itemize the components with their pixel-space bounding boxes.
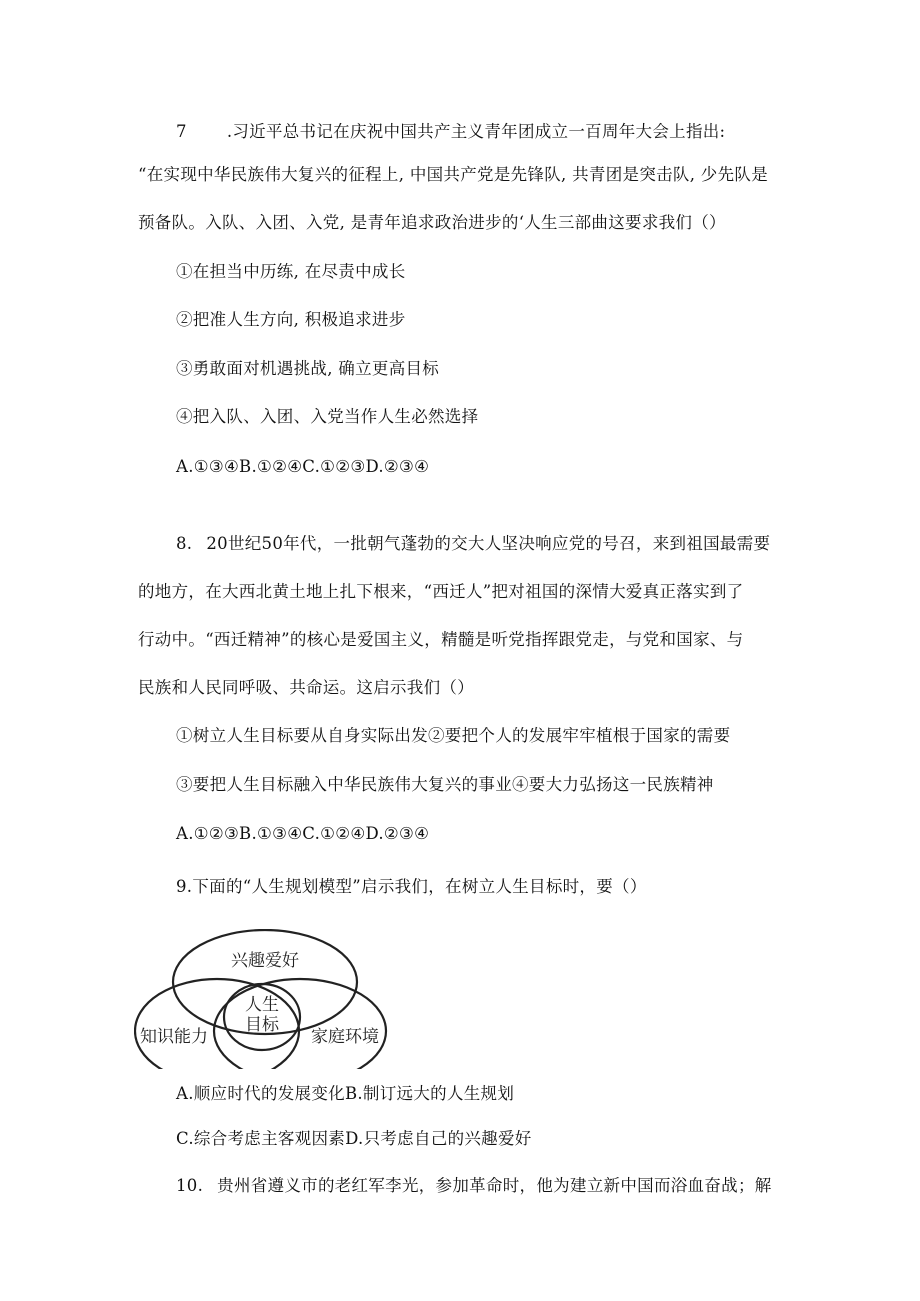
- venn-label-center-1: 人生: [245, 995, 279, 1015]
- venn-label-top: 兴趣爱好: [231, 951, 299, 971]
- venn-label-right: 家庭环境: [311, 1027, 379, 1047]
- venn-label-left: 知识能力: [140, 1027, 208, 1047]
- question-8-stem-2: 的地方，在大西北黄土地上扎下根来，“西迁人”把对祖国的深情大爱真正落实到了: [138, 582, 744, 601]
- question-8-stem-1: 20世纪50年代，一批朝气蓬勃的交大人坚决响应党的号召，来到祖国最需要: [206, 534, 771, 553]
- question-8-stem-4: 民族和人民同呼吸、共命运。这启示我们（）: [138, 678, 474, 697]
- question-7-option-3: ③勇敢面对机遇挑战, 确立更高目标: [176, 359, 440, 378]
- question-7-stem-2: “在实现中华民族伟大复兴的征程上, 中国共产党是先锋队, 共青团是突击队, 少先队是: [138, 165, 769, 184]
- question-7-option-1: ①在担当中历练, 在尽责中成长: [176, 262, 406, 281]
- question-8-options-2: ③要把人生目标融入中华民族伟大复兴的事业④要大力弘扬这一民族精神: [176, 775, 714, 794]
- question-7-line-1: [176, 118, 725, 142]
- question-9-answers-1: A.顺应时代的发展变化B.制订远大的人生规划: [176, 1084, 515, 1103]
- question-10-stem-1: 贵州省遵义市的老红军李光，参加革命时，他为建立新中国而浴血奋战；解: [217, 1176, 772, 1195]
- question-7-option-2: ②把准人生方向, 积极追求进步: [176, 310, 406, 329]
- question-8-options-1: ①树立人生目标要从自身实际出发②要把个人的发展牢牢植根于国家的需要: [176, 726, 731, 745]
- question-9-stem: 9.下面的“人生规划模型”启示我们，在树立人生目标时，要（）: [176, 877, 647, 896]
- question-10-number: 10.: [176, 1176, 204, 1195]
- question-7-number: 7: [176, 122, 187, 141]
- question-7-stem-3: 预备队。入队、入团、入党, 是青年追求政治进步的‘人生三部曲这要求我们（）: [138, 213, 726, 232]
- question-9-answers-2: C.综合考虑主客观因素D.只考虑自己的兴趣爱好: [176, 1129, 532, 1148]
- question-8-stem-3: 行动中。“西迁精神”的核心是爱国主义，精髓是听党指挥跟党走，与党和国家、与: [138, 630, 744, 649]
- question-7-answers: A.①③④B.①②④C.①②③D.②③④: [176, 457, 430, 476]
- venn-label-center-2: 目标: [245, 1015, 279, 1035]
- question-10-line-1: [176, 1172, 772, 1196]
- question-8-number: 8.: [176, 534, 193, 553]
- question-7-stem-1: .习近平总书记在庆祝中国共产主义青年团成立一百周年大会上指出:: [226, 122, 726, 141]
- life-planning-venn-diagram: [134, 929, 394, 1069]
- question-8-line-1: [176, 530, 770, 554]
- question-7-option-4: ④把入队、入团、入党当作人生必然选择: [176, 407, 479, 426]
- question-8-answers: A.①②③B.①③④C.①②④D.②③④: [176, 824, 430, 843]
